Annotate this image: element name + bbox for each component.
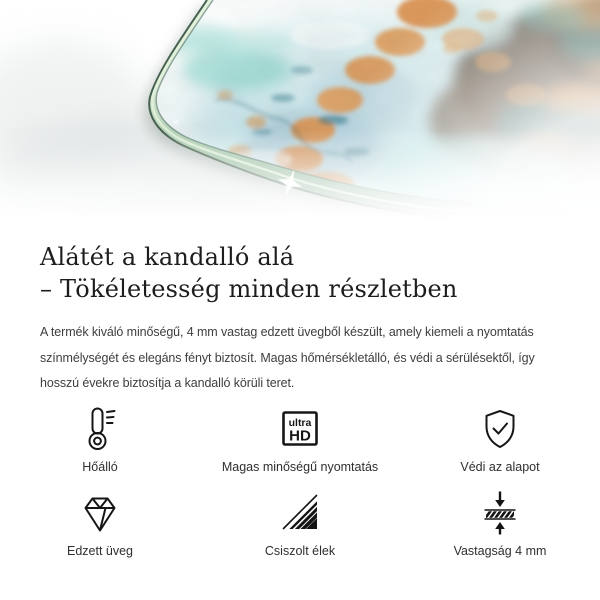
page-title-line2: – Tökéletesség minden részletben [40,275,458,303]
svg-text:ultra: ultra [288,416,312,429]
feature-label: Vastagság 4 mm [453,543,547,558]
product-description [40,320,560,397]
feature-label: Hőálló [82,459,118,474]
shield-check-icon [478,405,522,453]
feature-label: Csiszolt élek [264,543,336,558]
product-image [0,0,600,237]
feature-label: Magas minőségű nyomtatás [221,459,379,474]
feature-thickness [400,489,600,559]
feature-label: Védi az alapot [460,459,540,474]
thickness-icon [478,489,522,537]
diamond-icon [77,489,123,537]
feature-print-quality [200,405,400,475]
page-title [40,241,560,305]
description-line: A termék kiváló minőségű, 4 mm vastag edzett üvegből készült, amely kiemeli a nyomtatás [40,325,534,339]
description-line: színmélységét és elegáns fényt biztosít. Magas hőmérsékletálló, és védi a sérülésektől, így [40,350,535,365]
feature-grid [0,405,600,559]
feature-tempered-glass [0,489,200,559]
svg-text:HD: HD [289,427,311,444]
description-line: hosszú évekre biztosítja a kandalló körüli teret. [40,376,295,390]
feature-label: Edzett üveg [66,543,133,558]
ultra-hd-icon [278,405,322,453]
feature-heat-resistant [0,405,200,475]
polished-edges-icon [278,489,322,537]
glass-hearth-pad-photo [0,0,600,237]
thermometer-icon [83,405,117,453]
page-title-line1: Alátét a kandalló alá [40,243,295,271]
feature-polished-edges [200,489,400,559]
feature-protects-base [400,405,600,475]
